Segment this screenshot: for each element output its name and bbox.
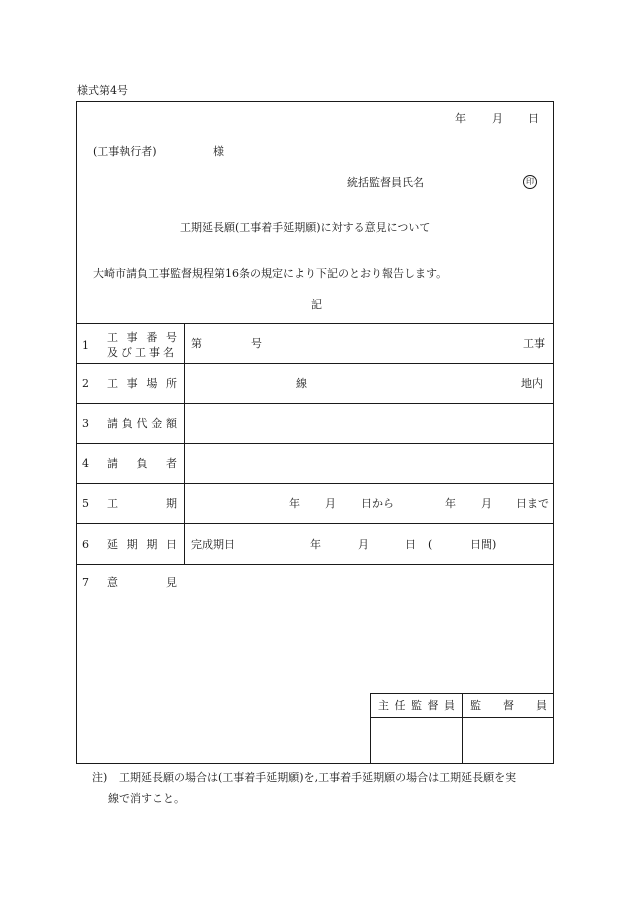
- document-title: 工期延長願(工事着手延期願)に対する意見について: [180, 221, 431, 234]
- ki-label: 記: [311, 298, 322, 311]
- row-7-label: 意 見: [107, 576, 177, 589]
- row-5-start-day: 日から: [361, 497, 394, 510]
- body-text: 大崎市請負工事監督規程第16条の規定により下記のとおり報告します。: [93, 267, 448, 280]
- supervisor-name-label: 統括監督員氏名: [347, 176, 424, 189]
- row-6-label: 延 期 期 日: [107, 538, 177, 551]
- row-3-number: 3: [82, 417, 89, 430]
- row-4-number: 4: [82, 457, 89, 470]
- seal-stamp: 印: [523, 175, 537, 189]
- row-divider: [76, 483, 554, 484]
- row-5-start-month: 月: [325, 497, 336, 510]
- form-number: 様式第4号: [77, 84, 128, 97]
- supervisor-label: 監 督 員: [470, 699, 547, 712]
- row-5-label: 工 期: [107, 497, 177, 510]
- chief-supervisor-label: 主 任 監 督 員: [378, 699, 455, 712]
- row-6-number: 6: [82, 538, 89, 551]
- row-2-value-suffix: 地内: [521, 377, 543, 390]
- row-6-open-paren: (: [428, 538, 433, 551]
- row-6-year: 年: [310, 538, 321, 551]
- row-1-value-mid: 号: [251, 337, 262, 350]
- note-line-1: 工期延長願の場合は(工事着手延期願)を,工事着手延期願の場合は工期延長願を実: [119, 771, 517, 784]
- row-1-value-suffix: 工事: [523, 337, 545, 350]
- row-6-month: 月: [358, 538, 369, 551]
- row-5-end-month: 月: [481, 497, 492, 510]
- note-marker: 注): [92, 771, 108, 784]
- note-line-2: 線で消すこと。: [108, 792, 185, 805]
- row-6-day: 日: [405, 538, 416, 551]
- row-divider: [76, 323, 554, 324]
- date-month: 月: [492, 112, 503, 125]
- row-1-number: 1: [82, 339, 89, 352]
- date-year: 年: [455, 112, 466, 125]
- row-2-number: 2: [82, 377, 89, 390]
- addressee-label: (工事執行者): [93, 145, 157, 158]
- row-1-value-prefix: 第: [191, 337, 202, 350]
- row-5-number: 5: [82, 497, 89, 510]
- row-divider: [76, 564, 554, 565]
- row-2-label: 工 事 場 所: [107, 377, 177, 390]
- addressee-honorific: 様: [213, 145, 224, 158]
- row-5-start-year: 年: [289, 497, 300, 510]
- chief-supervisor-seal-box[interactable]: [371, 718, 461, 763]
- row-6-completion-label: 完成期日: [191, 538, 235, 551]
- row-7-number: 7: [82, 576, 89, 589]
- row-divider: [76, 403, 554, 404]
- form-frame: [76, 101, 554, 764]
- date-day: 日: [528, 112, 539, 125]
- supervisor-seal-box[interactable]: [463, 718, 553, 763]
- row-6-days: 日間): [470, 538, 497, 551]
- row-1-label-line2: 及び工事名: [107, 346, 177, 359]
- row-5-end-day: 日まで: [516, 497, 549, 510]
- row-1-label-line1: 工 事 番 号: [107, 331, 177, 344]
- row-2-value-mid: 線: [296, 377, 307, 390]
- row-divider: [76, 443, 554, 444]
- row-5-end-year: 年: [445, 497, 456, 510]
- label-column-divider: [184, 323, 185, 564]
- row-3-label: 請 負 代 金 額: [107, 417, 177, 430]
- row-divider: [76, 523, 554, 524]
- row-divider: [76, 363, 554, 364]
- row-4-label: 請 負 者: [107, 457, 177, 470]
